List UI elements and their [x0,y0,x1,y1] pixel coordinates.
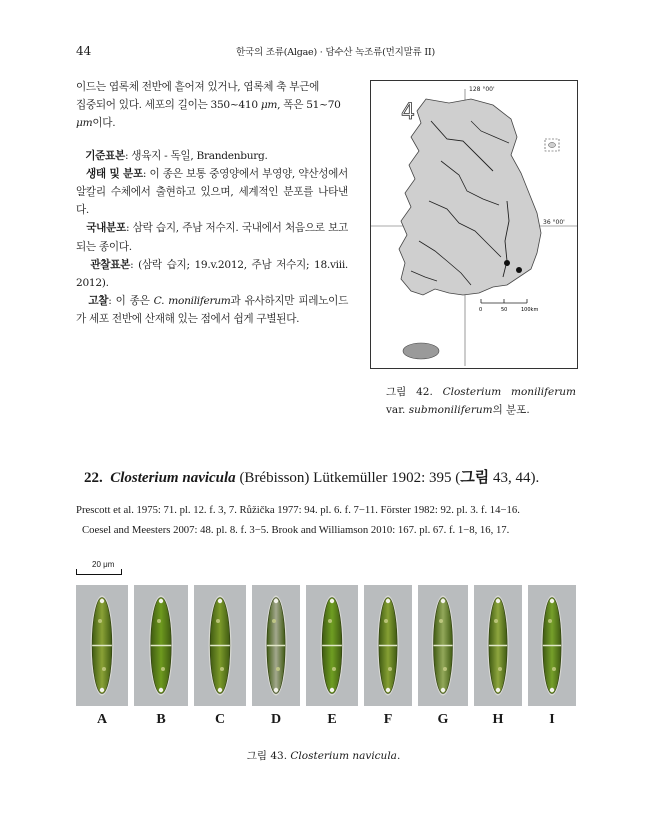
intro-line-2: 집중되어 있다. 세포의 길이는 350~410 μm, 폭은 51~70 [76,99,341,112]
micrograph-panel-f [364,585,412,706]
reference-line-2: Coesel and Meesters 2007: 48. pl. 8. f. 3−5. Brook and Williamson 2010: 167. pl. 67. f. 1−8, 16, 17. [82,524,510,536]
description-column [76,78,348,329]
map-scale-label-100: 100km [521,307,539,313]
intro-line-1: 이드는 엽록체 전반에 흩어져 있거나, 엽록체 축 부근에 [76,81,320,93]
scale-bar [76,569,122,575]
figure-42-caption: 그림 42. Closterium moniliferum var. submoniliferum의 분포. [386,386,576,416]
panel-label-h: H [492,712,504,727]
site-junam [504,260,510,266]
remarks: 고찰: 이 종은 C. moniliferum과 유사하지만 피레노이드가 세포 전반에 산재해 있는 점에서 쉽게 구별된다. [76,295,349,326]
map-panel-number: 4 [401,100,415,125]
domestic-distribution: 국내분포: 삼락 습지, 주남 저수지. 국내에서 처음으로 보고되는 종이다. [76,222,348,253]
map-scale-label-50: 50 [501,307,508,313]
micrograph-panel-g [418,585,468,706]
scale-bar-label: 20 μm [92,560,115,569]
page-number: 44 [76,44,92,58]
figure-43-caption: 그림 43. Closterium navicula. [246,750,401,762]
panel-label-d: D [270,712,282,727]
jeju-island [403,343,439,359]
reference-line-1: Prescott et al. 1975: 71. pl. 12. f. 3, 7. Růžička 1977: 94. pl. 6. f. 7−11. Förster 1982: 92. pl. 3. f. 14−16. [76,504,520,516]
map-scale-label-0: 0 [479,307,483,313]
panel-label-i: I [549,712,555,727]
panel-label-b: B [156,712,166,727]
panel-label-e: E [327,712,337,727]
micrograph-panel-a [76,585,128,706]
species-heading: 22. Closterium navicula (Brébisson) Lütkemüller 1902: 395 (그림 43, 44). [84,470,540,486]
micrograph-panel-i [528,585,576,706]
micrograph-panel-d [252,585,300,706]
distribution-map [370,80,578,369]
references [76,500,576,540]
observed-specimens: 관찰표본: (삼락 습지; 19.v.2012, 주남 저수지; 18.viii. 2012). [76,258,348,290]
intro-line-3: μm이다. [76,117,116,130]
panel-label-g: G [437,712,449,727]
type-specimen: 기준표본: 생육지 - 독일, Brandenburg. [85,149,268,162]
ulleungdo-island [549,143,556,148]
site-samrak [516,267,522,273]
micrograph-panel-c [194,585,246,706]
korea-map-svg [371,81,577,368]
micrograph-panel-h [474,585,522,706]
korea-landmass [399,99,541,295]
panel-label-a: A [96,712,108,727]
longitude-label: 128 °00' [469,86,495,93]
micrograph-panel-e [306,585,358,706]
ecology-distribution: 생태 및 분포: 이 종은 보통 중영양에서 부영양, 약산성에서 알칼리 수체에서 출현하고 있으며, 세계적인 분포를 나타낸다. [76,167,348,217]
running-title: 한국의 조류(Algae) · 담수산 녹조류(먼지말류 II) [236,47,435,58]
panel-label-c: C [214,712,226,727]
panel-label-f: F [383,712,393,727]
latitude-label: 36 °00' [543,219,565,226]
micrograph-panel-b [134,585,188,706]
